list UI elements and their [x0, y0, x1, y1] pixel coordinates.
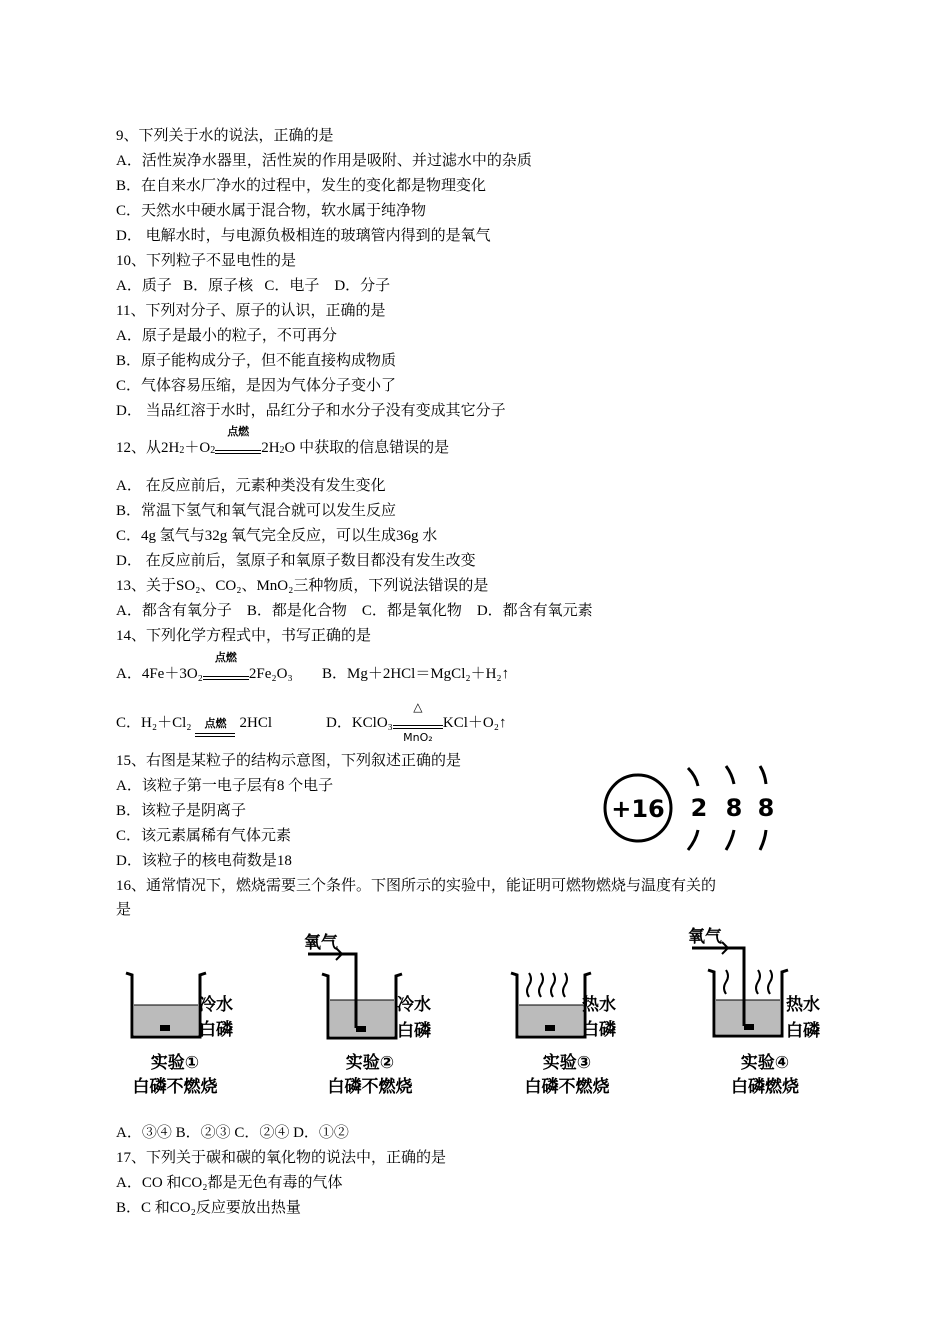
condition-label: 点燃 — [214, 651, 237, 664]
exp4-water-label: 热水 — [786, 995, 820, 1015]
exp1-title: 实验① — [150, 1053, 200, 1073]
q12-option-c: C．4g 氢气与32g 氧气完全反应，可以生成36g 水 — [116, 528, 438, 544]
q16-stem-line2: 是 — [116, 902, 132, 918]
q14-option-c — [116, 713, 272, 733]
exp4-phosphorus-label: 白磷 — [786, 1021, 820, 1041]
q15-option-a: A．该粒子第一电子层有8 个电子 — [116, 778, 334, 794]
q13-options: A．都含有氧分子 B．都是化合物 C．都是氧化物 D．都含有氧元素 — [116, 603, 593, 619]
q12-stem-part: 12、从2H — [116, 440, 180, 456]
q11-option-c: C．气体容易压缩，是因为气体分子变小了 — [116, 378, 397, 394]
nucleus-charge: +16 — [611, 795, 665, 823]
q11-option-b: B．原子能构成分子，但不能直接构成物质 — [116, 353, 397, 369]
equation-part: 2HCl — [239, 715, 272, 731]
q12-stem: 12、从2H2＋O2 点燃 2H2O 中获取的信息错误的是 — [116, 425, 450, 456]
exp2-phosphorus-label: 白磷 — [397, 1021, 431, 1041]
exp1-phosphorus-label: 白磷 — [199, 1020, 233, 1040]
exp4-title: 实验④ — [740, 1053, 790, 1073]
q15-option-b: B．该粒子是阴离子 — [116, 803, 247, 819]
condition-label: 点燃 — [204, 717, 227, 730]
condition-catalyst: MnO₂ — [403, 731, 433, 744]
equation-part: KCl＋O₂↑ — [442, 715, 507, 731]
exp1-result: 白磷不燃烧 — [132, 1077, 218, 1097]
exp3-water-label: 热水 — [582, 995, 616, 1015]
shell-2-electrons: 8 — [725, 794, 743, 822]
q17-option-a: A．CO 和CO₂都是无色有毒的气体 — [116, 1175, 343, 1191]
q9-stem: 9、下列关于水的说法，正确的是 — [116, 128, 334, 144]
q13-stem: 13、关于SO₂、CO₂、MnO₂三种物质，下列说法错误的是 — [116, 578, 489, 594]
q9-option-a: A．活性炭净水器里，活性炭的作用是吸附、并过滤水中的杂质 — [116, 153, 532, 169]
q12-stem-part: ＋O — [184, 440, 211, 456]
condition-label: 点燃 — [227, 425, 250, 438]
q12-option-d: D． 在反应前后，氢原子和氧原子数目都没有发生改变 — [116, 553, 476, 569]
q12-stem-part: O 中获取的信息错误的是 — [284, 440, 450, 456]
q10-stem: 10、下列粒子不显电性的是 — [116, 253, 297, 269]
exp2-title: 实验② — [345, 1053, 395, 1073]
q11-option-d: D． 当品红溶于水时，品红分子和水分子没有变成其它分子 — [116, 403, 506, 419]
equation-part: A．4Fe＋3O₂ — [116, 666, 203, 682]
reaction-condition — [195, 717, 235, 737]
q17-option-b: B．C 和CO₂反应要放出热量 — [116, 1200, 301, 1216]
q16-stem-line1: 16、通常情况下，燃烧需要三个条件。下图所示的实验中，能证明可燃物燃烧与温度有关的 — [116, 878, 717, 894]
q9-option-d: D． 电解水时，与电源负极相连的玻璃管内得到的是氧气 — [116, 228, 491, 244]
exp4-result: 白磷燃烧 — [731, 1077, 799, 1097]
exp3-title: 实验③ — [542, 1053, 592, 1073]
exp3-result: 白磷不燃烧 — [524, 1077, 610, 1097]
exp2-water-label: 冷水 — [397, 995, 431, 1015]
q10-options: A．质子 B．原子核 C．电子 D．分子 — [116, 278, 391, 294]
exp1-water-label: 冷水 — [199, 995, 233, 1015]
q14-option-a — [116, 651, 293, 684]
q11-option-a: A．原子是最小的粒子，不可再分 — [116, 328, 337, 344]
q14-option-d — [326, 700, 507, 744]
q15-stem: 15、右图是某粒子的结构示意图，下列叙述正确的是 — [116, 753, 462, 769]
q12-option-b: B．常温下氢气和氧气混合就可以发生反应 — [116, 503, 397, 519]
exp4-oxygen-label: 氧气 — [688, 927, 722, 947]
reaction-condition — [393, 700, 443, 744]
condition-label: △ — [413, 700, 423, 714]
q9-option-b: B．在自来水厂净水的过程中，发生的变化都是物理变化 — [116, 178, 487, 194]
equation-part: 2Fe₂O₃ — [248, 666, 293, 682]
exp2-result: 白磷不燃烧 — [327, 1077, 413, 1097]
q9-option-c: C．天然水中硬水属于混合物，软水属于纯净物 — [116, 203, 427, 219]
q15-option-d: D．该粒子的核电荷数是18 — [116, 853, 292, 869]
shell-3-electrons: 8 — [757, 794, 775, 822]
shell-1-electrons: 2 — [690, 794, 708, 822]
equation-part: C．H₂＋Cl₂ — [116, 715, 192, 731]
q17-stem: 17、下列关于碳和碳的氧化物的说法中，正确的是 — [116, 1150, 447, 1166]
q16-options: A．③④ B．②③ C．②④ D．①② — [116, 1125, 349, 1141]
experiment-1-beaker — [120, 965, 210, 1045]
q12-stem-part: 2H — [261, 440, 280, 456]
exp3-phosphorus-label: 白磷 — [582, 1020, 616, 1040]
q11-stem: 11、下列对分子、原子的认识，正确的是 — [116, 303, 386, 319]
q14-stem: 14、下列化学方程式中，书写正确的是 — [116, 628, 372, 644]
q12-option-a: A． 在反应前后，元素种类没有发生变化 — [116, 478, 386, 494]
q14-option-b: B．Mg＋2HCl＝MgCl₂＋H₂↑ — [322, 666, 510, 682]
equation-part: D．KClO₃ — [326, 715, 393, 731]
reaction-condition — [203, 651, 249, 680]
reaction-condition — [215, 425, 261, 454]
q15-option-c: C．该元素属稀有气体元素 — [116, 828, 292, 844]
exp2-oxygen-label: 氧气 — [304, 933, 338, 953]
atomic-structure-diagram — [598, 758, 788, 856]
